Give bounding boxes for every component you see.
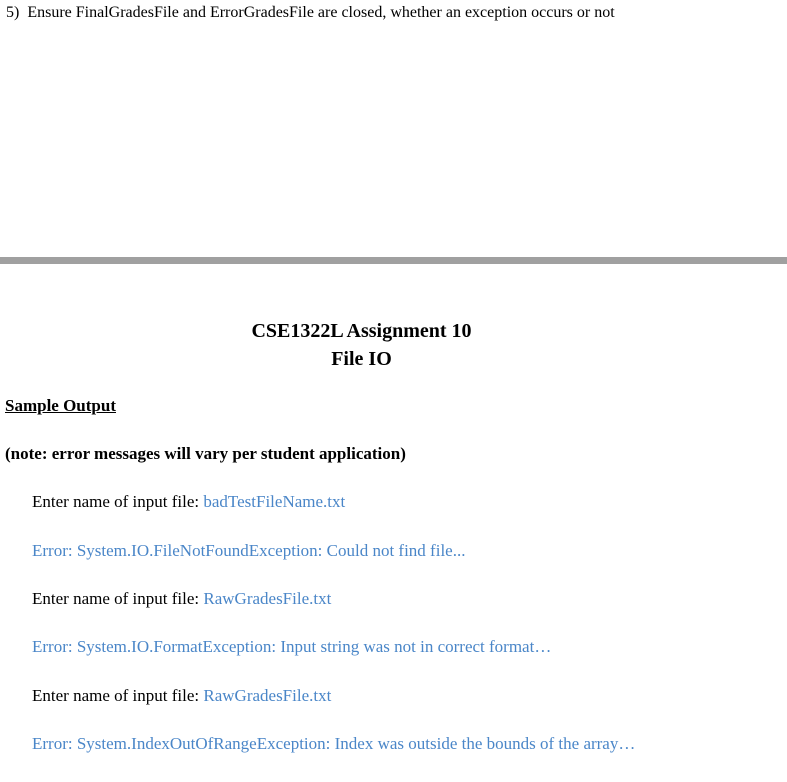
console-line-error: Error: System.IO.FormatException: Input string was not in correct format… — [32, 637, 552, 656]
list-item-5 — [6, 4, 615, 22]
list-item-number: 5) — [6, 4, 20, 21]
page-break-divider — [0, 257, 787, 264]
prompt-text: Enter name of input file: — [32, 686, 204, 705]
list-item-text: Ensure FinalGradesFile and ErrorGradesFile are closed, whether an exception occurs or not — [27, 4, 615, 21]
user-input-text: RawGradesFile.txt — [203, 686, 332, 705]
sample-output-note: (note: error messages will vary per student application) — [5, 444, 406, 463]
console-line-error: Error: System.IndexOutOfRangeException: Index was outside the bounds of the array… — [32, 734, 636, 753]
assignment-title: CSE1322L Assignment 10 — [251, 320, 472, 342]
user-input-text: badTestFileName.txt — [203, 492, 346, 511]
console-line-prompt — [32, 492, 345, 512]
prompt-text: Enter name of input file: — [32, 492, 204, 511]
console-line-prompt — [32, 589, 331, 609]
user-input-text: RawGradesFile.txt — [203, 589, 332, 608]
console-line-error: Error: System.IO.FileNotFoundException: Could not find file... — [32, 541, 466, 560]
prompt-text: Enter name of input file: — [32, 589, 204, 608]
console-line-prompt — [32, 686, 331, 706]
assignment-subtitle: File IO — [331, 348, 392, 370]
sample-output-heading: Sample Output — [5, 396, 116, 415]
